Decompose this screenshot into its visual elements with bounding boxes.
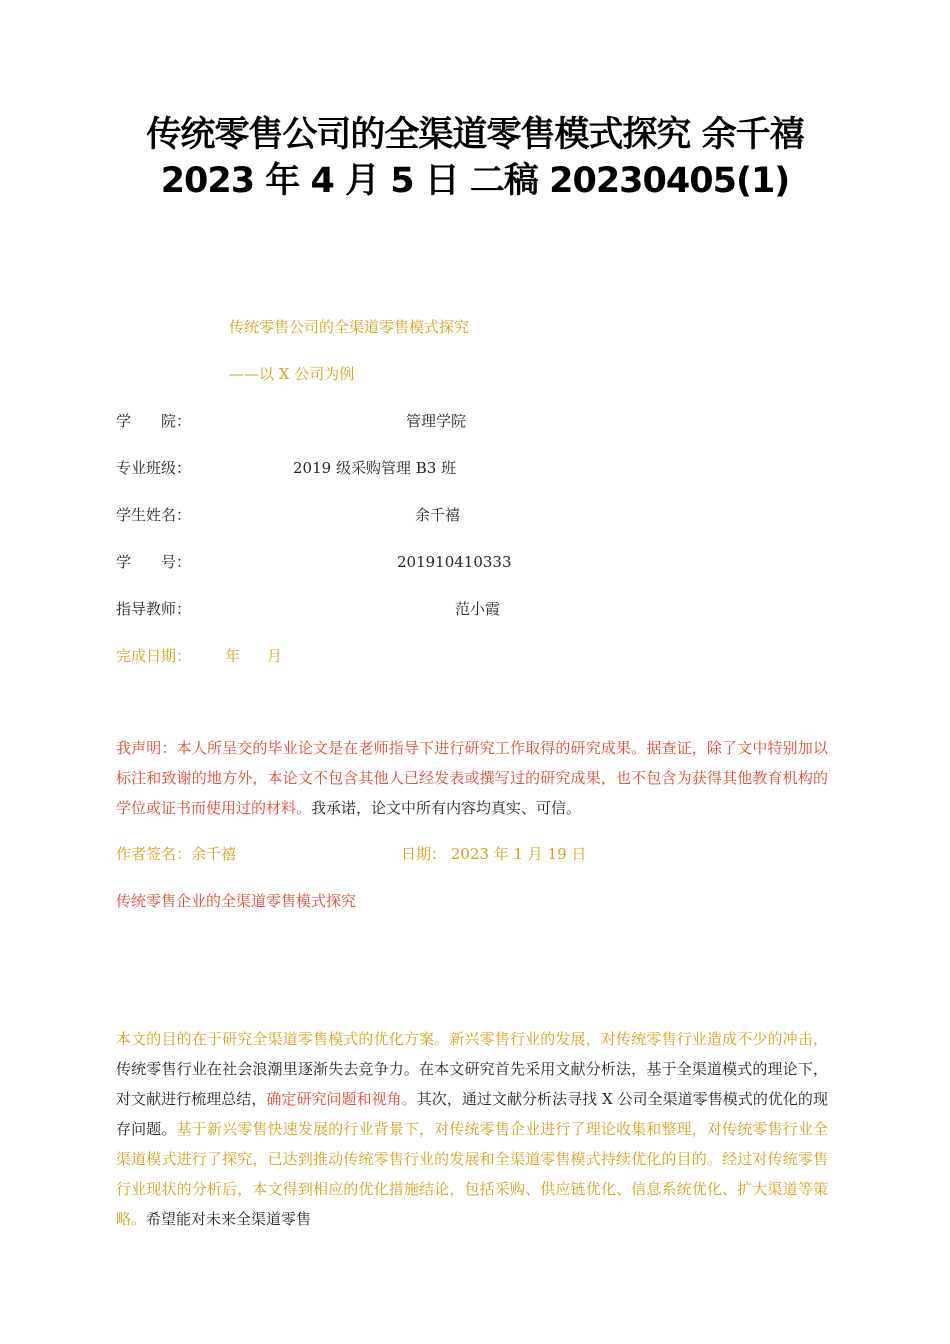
student-id-label: 学 号：	[116, 553, 192, 571]
abstract-sentence-6: 对传统零售行业全渠道模式进行了探究，已达到推动传统零售行业的发展和全渠道零售模式持续优化的目的。	[116, 1120, 828, 1168]
page-title	[40, 112, 910, 204]
completion-month: 月	[267, 647, 283, 665]
signature-date: 日期： 2023 年 1 月 19 日	[401, 845, 587, 863]
college-value: 管理学院	[406, 412, 467, 430]
thesis-subtitle: ——以 X 公司为例	[229, 365, 355, 383]
thesis-title: 传统零售公司的全渠道零售模式探究	[229, 318, 470, 336]
student-name-value: 余千禧	[415, 506, 461, 524]
college-label: 学 院：	[116, 412, 192, 430]
declaration-statement: 我声明：本人所呈交的毕业论文是在老师指导下进行研究工作取得的研究成果。据查证，除了文中特别加以标注和致谢的地方外，本论文不包含其他人已经发表或撰写过的研究成果，也不包含为获得其他教育机构的学位或证书而使用过的材料。	[116, 739, 828, 817]
class-label: 专业班级：	[116, 459, 192, 477]
page-title-line-1: 传统零售公司的全渠道零售模式探究 余千禧	[146, 115, 804, 155]
declaration-paragraph	[116, 733, 828, 823]
advisor-value: 范小霞	[455, 600, 501, 618]
student-name-label: 学生姓名：	[116, 506, 192, 524]
abstract-sentence-5: 基于新兴零售快速发展的行业背景下，对传统零售企业进行了理论收集和整理，	[176, 1120, 707, 1138]
author-signature: 作者签名：余千禧	[116, 845, 237, 863]
completion-date-label: 完成日期：	[116, 647, 192, 665]
page-title-line-2: 2023 年 4 月 5 日 二稿 20230405(1)	[160, 161, 790, 201]
advisor-label: 指导教师：	[116, 600, 192, 618]
abstract-sentence-1: 本文的目的在于研究全渠道零售模式的优化方案。新兴零售行业的发展，对传统零售行业造成不少的冲击，	[116, 1030, 828, 1048]
student-id-value: 201910410333	[397, 553, 512, 571]
abstract-sentence-4: 其次，通过文献分析法寻找 X 公司全渠道零售模式的优化的现存问题。	[116, 1090, 828, 1138]
abstract-sentence-7: 经过对传统零售行业现状的分析后，	[116, 1150, 828, 1198]
abstract-sentence-9: 希望能对未来全渠道零售	[146, 1210, 312, 1228]
completion-year: 年	[225, 647, 241, 665]
class-value: 2019 级采购管理 B3 班	[293, 459, 457, 477]
abstract-paragraph	[116, 1024, 828, 1234]
abstract-sentence-3: 确定研究问题和视角。	[266, 1090, 417, 1108]
section-heading: 传统零售企业的全渠道零售模式探究	[116, 892, 357, 910]
declaration-promise: 我承诺，论文中所有内容均真实、可信。	[311, 799, 582, 817]
abstract-sentence-2: 传统零售行业在社会浪潮里逐渐失去竞争力。在本文研究首先采用文献分析法，基于全渠道模式的理论下，对文献进行梳理总结，	[116, 1060, 828, 1108]
abstract-sentence-8: 本文得到相应的优化措施结论，包括采购、供应链优化、信息系统优化、扩大渠道等策略。	[116, 1180, 828, 1228]
